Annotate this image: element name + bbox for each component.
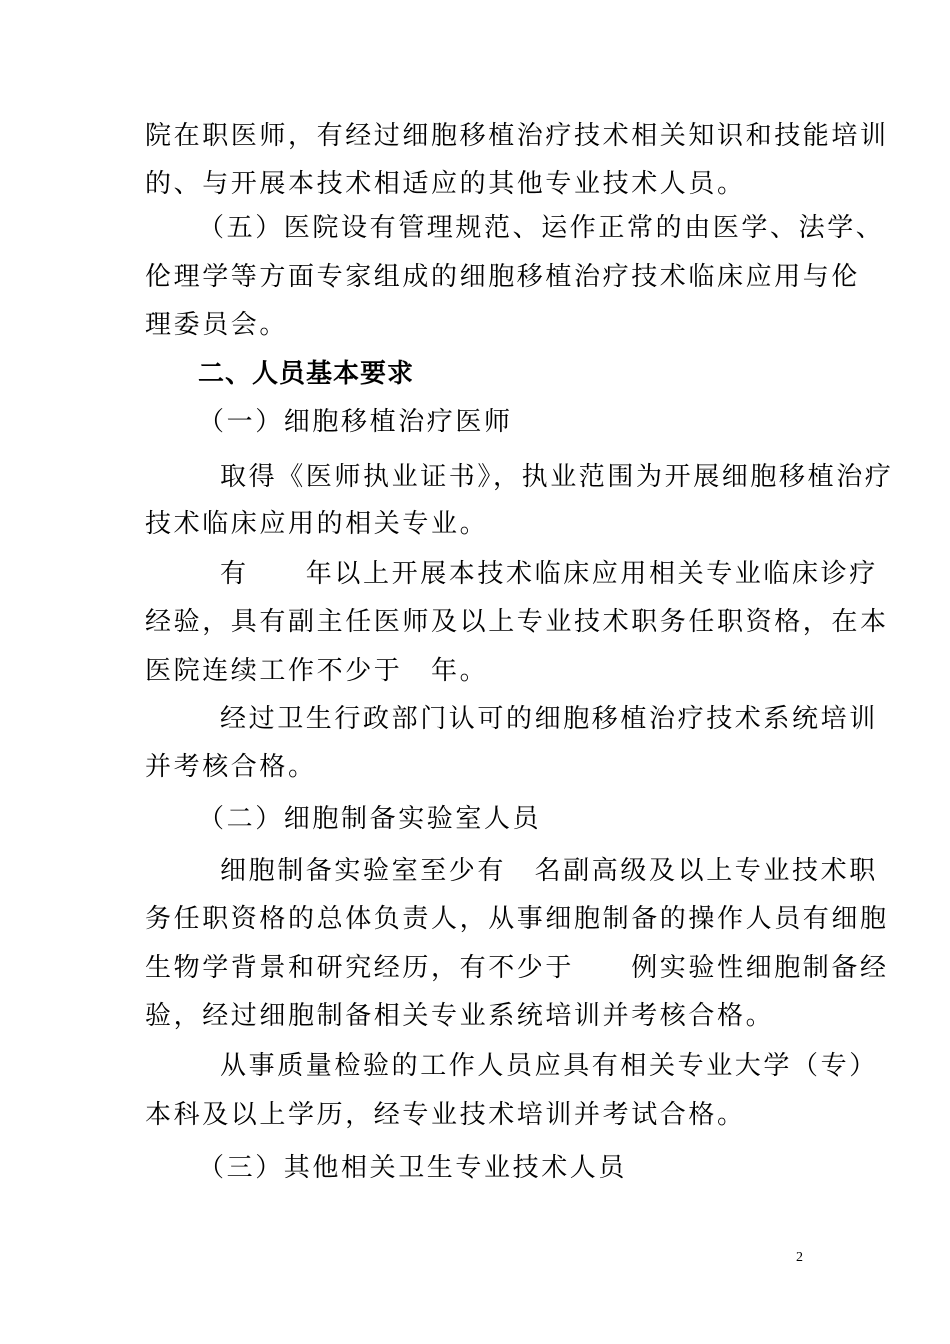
text-line: 本科及以上学历，经专业技术培训并考试合格。: [145, 1100, 746, 1130]
text-line: 院在职医师，有经过细胞移植治疗技术相关知识和技能培训: [145, 121, 889, 151]
text-line: 理委员会。: [145, 310, 289, 340]
text-line: 经过卫生行政部门认可的细胞移植治疗技术系统培训: [220, 704, 878, 734]
subsection-heading: （三）其他相关卫生专业技术人员: [198, 1153, 628, 1183]
text-line: 从事质量检验的工作人员应具有相关专业大学（专）: [220, 1051, 878, 1081]
text-line: 生物学背景和研究经历，有不少于 例实验性细胞制备经: [145, 953, 889, 983]
text-line: 伦理学等方面专家组成的细胞移植治疗技术临床应用与伦: [145, 262, 861, 292]
subsection-heading: （一）细胞移植治疗医师: [198, 407, 513, 437]
text-line: 技术临床应用的相关专业。: [145, 509, 489, 539]
text-line: （五）医院设有管理规范、运作正常的由医学、法学、: [198, 213, 885, 243]
text-line: 并考核合格。: [145, 752, 317, 782]
page-number: 2: [796, 1250, 803, 1265]
text-line: 务任职资格的总体负责人，从事细胞制备的操作人员有细胞: [145, 904, 889, 934]
text-line: 医院连续工作不少于 年。: [145, 656, 489, 686]
text-line: 验，经过细胞制备相关专业系统培训并考核合格。: [145, 1001, 775, 1031]
text-line: 经验，具有副主任医师及以上专业技术职务任职资格，在本: [145, 607, 889, 637]
text-line: 取得《医师执业证书》，执业范围为开展细胞移植治疗: [220, 462, 894, 492]
text-line: 细胞制备实验室至少有 名副高级及以上专业技术职: [220, 856, 878, 886]
section-heading: 二、人员基本要求: [198, 359, 415, 389]
text-line: 有 年以上开展本技术临床应用相关专业临床诊疗: [220, 559, 878, 589]
text-line: 的、与开展本技术相适应的其他专业技术人员。: [145, 169, 746, 199]
subsection-heading: （二）细胞制备实验室人员: [198, 804, 542, 834]
